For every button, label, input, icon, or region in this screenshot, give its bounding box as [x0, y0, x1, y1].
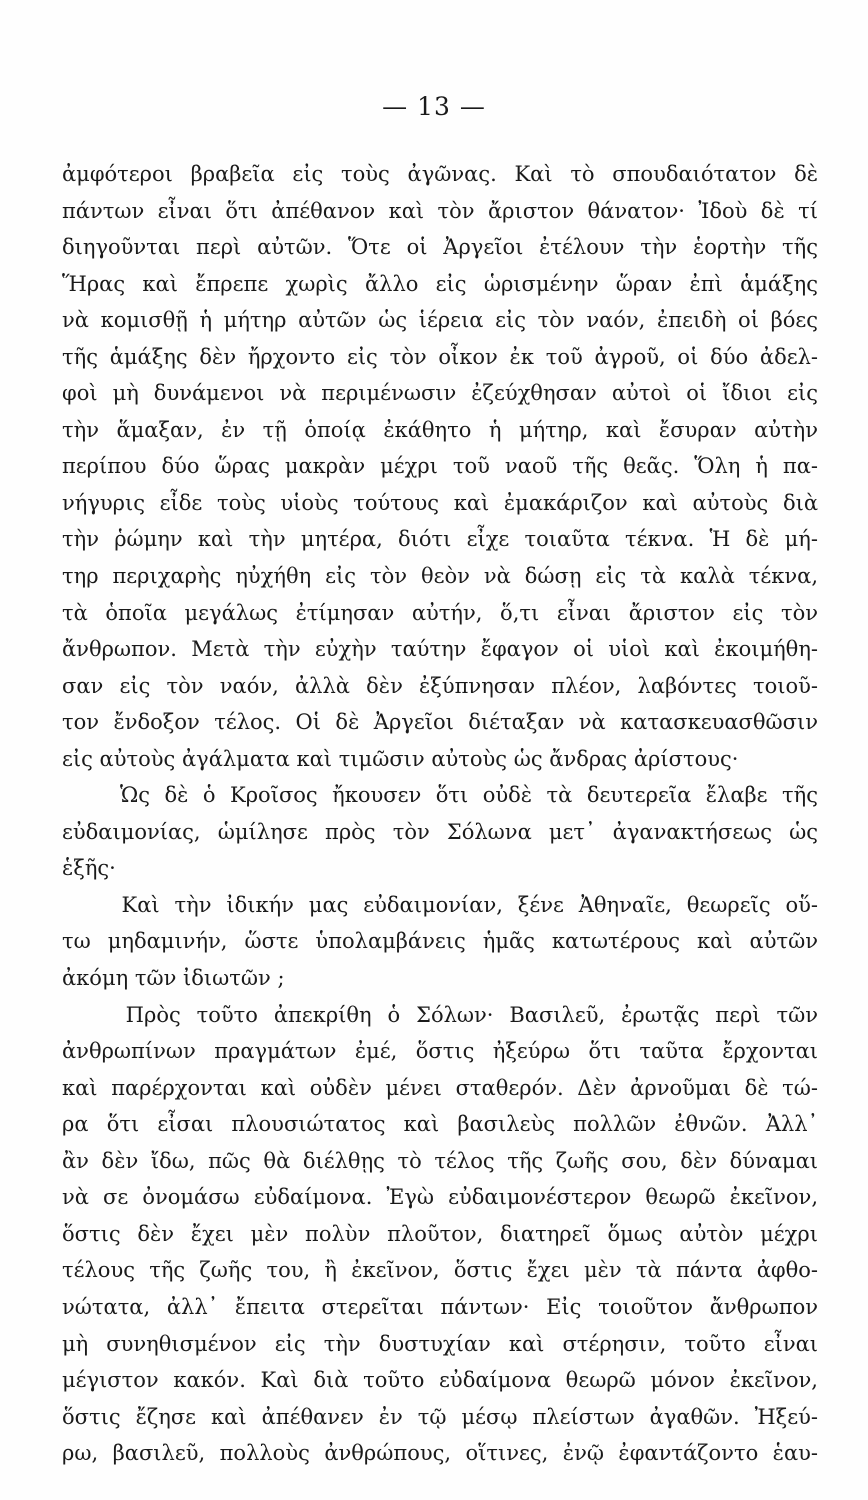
text-line: ὅστις δὲν ἔχει μὲν πολὺν πλοῦτον, διατηρεῖ ὅμως αὐτὸν μέχρι — [62, 1221, 818, 1246]
text-line: νὰ σε ὀνομάσω εὐδαίμονα. Ἐγὼ εὐδαιμονέστερον θεωρῶ ἐκεῖνον, — [62, 1185, 818, 1210]
text-line: Πρὸς τοῦτο ἀπεκρίθη ὁ Σόλων· Βασιλεῦ, ἐρωτᾷς περὶ τῶν — [62, 1002, 818, 1027]
text-line: ρω, βασιλεῦ, πολλοὺς ἀνθρώπους, οἵτινες, ἐνῷ ἐφαντάζοντο ἑαυ- — [62, 1441, 818, 1466]
text-line: νώτατα, ἀλλ᾽ ἔπειτα στερεῖται πάντων· Εἰς τοιοῦτον ἄνθρωπον — [62, 1294, 818, 1319]
text-line: τὴν ἅμαξαν, ἐν τῇ ὁποίᾳ ἐκάθητο ἡ μήτηρ, καὶ ἔσυραν αὐτὴν — [62, 417, 818, 442]
text-line: φοὶ μὴ δυνάμενοι νὰ περιμένωσιν ἐζεύχθησαν αὐτοὶ οἱ ἴδιοι εἰς — [62, 381, 818, 406]
text-line: νὰ κομισθῇ ἡ μήτηρ αὐτῶν ὡς ἱέρεια εἰς τὸν ναόν, ἐπειδὴ οἱ βόες — [62, 308, 818, 333]
text-line: τον ἔνδοξον τέλος. Οἱ δὲ Ἀργεῖοι διέταξαν νὰ κατασκευασθῶσιν — [62, 710, 818, 735]
text-line: νήγυρις εἶδε τοὺς υἱοὺς τούτους καὶ ἐμακάριζον καὶ αὐτοὺς διὰ — [62, 490, 818, 515]
text-line: διηγοῦνται περὶ αὐτῶν. Ὅτε οἱ Ἀργεῖοι ἐτέλουν τὴν ἑορτὴν τῆς — [62, 235, 818, 260]
text-line: ἀμφότεροι βραβεῖα εἰς τοὺς ἀγῶνας. Καὶ τὸ σπουδαιότατον δὲ — [62, 162, 818, 186]
text-line: ἑξῆς· — [62, 856, 116, 881]
text-line: τῆς ἁμάξης δὲν ἤρχοντο εἰς τὸν οἶκον ἐκ τοῦ ἀγροῦ, οἱ δύο ἀδελ- — [62, 344, 818, 369]
text-line: τω μηδαμινήν, ὥστε ὑπολαμβάνεις ἡμᾶς κατωτέρους καὶ αὐτῶν — [62, 929, 818, 954]
text-line: εἰς αὐτοὺς ἀγάλματα καὶ τιμῶσιν αὐτοὺς ὡς ἄνδρας ἀρίστους· — [62, 746, 739, 771]
text-line: τέλους τῆς ζωῆς του, ἢ ἐκεῖνον, ὅστις ἔχει μὲν τὰ πάντα ἀφθο- — [62, 1258, 818, 1283]
text-line: ἂν δὲν ἴδω, πῶς θὰ διέλθῃς τὸ τέλος τῆς ζωῆς σου, δὲν δύναμαι — [62, 1148, 818, 1173]
text-line: τὰ ὁποῖα μεγάλως ἐτίμησαν αὐτήν, ὅ,τι εἶναι ἄριστον εἰς τὸν — [62, 600, 818, 625]
page-number: — 13 — — [382, 92, 486, 121]
text-line: πάντων εἶναι ὅτι ἀπέθανον καὶ τὸν ἄριστον θάνατον· Ἰδοὺ δὲ τί — [62, 198, 818, 223]
text-line: μέγιστον κακόν. Καὶ διὰ τοῦτο εὐδαίμονα θεωρῶ μόνον ἐκεῖνον, — [62, 1368, 818, 1393]
text-line: τηρ περιχαρὴς ηὐχήθη εἰς τὸν θεὸν νὰ δώσῃ εἰς τὰ καλὰ τέκνα, — [62, 564, 818, 589]
text-line: ρα ὅτι εἶσαι πλουσιώτατος καὶ βασιλεὺς πολλῶν ἐθνῶν. Ἀλλ᾽ — [62, 1112, 818, 1137]
text-line: καὶ παρέρχονται καὶ οὐδὲν μένει σταθερόν. Δὲν ἀρνοῦμαι δὲ τώ- — [62, 1075, 818, 1100]
text-line: μὴ συνηθισμένον εἰς τὴν δυστυχίαν καὶ στέρησιν, τοῦτο εἶναι — [62, 1331, 818, 1356]
text-line: σαν εἰς τὸν ναόν, ἀλλὰ δὲν ἐξύπνησαν πλέον, λαβόντες τοιοῦ- — [62, 673, 818, 698]
text-line: τὴν ῥώμην καὶ τὴν μητέρα, διότι εἶχε τοιαῦτα τέκνα. Ἡ δὲ μή- — [62, 527, 818, 552]
text-line: Ἥρας καὶ ἔπρεπε χωρὶς ἄλλο εἰς ὡρισμένην ὥραν ἐπὶ ἁμάξης — [62, 271, 818, 296]
text-line: ἀνθρωπίνων πραγμάτων ἐμέ, ὅστις ἠξεύρω ὅτι ταῦτα ἔρχονται — [62, 1039, 818, 1064]
body-text — [62, 156, 818, 1472]
text-line: ὅστις ἔζησε καὶ ἀπέθανεν ἐν τῷ μέσῳ πλείστων ἀγαθῶν. Ἠξεύ- — [62, 1404, 818, 1429]
text-line: περίπου δύο ὥρας μακρὰν μέχρι τοῦ ναοῦ τῆς θεᾶς. Ὅλη ἡ πα- — [62, 454, 818, 479]
text-line: Ὡς δὲ ὁ Κροῖσος ἤκουσεν ὅτι οὐδὲ τὰ δευτερεῖα ἔλαβε τῆς — [62, 783, 818, 808]
text-line: ἄνθρωπον. Μετὰ τὴν εὐχὴν ταύτην ἔφαγον οἱ υἱοὶ καὶ ἐκοιμήθη- — [62, 637, 818, 662]
text-line: εὐδαιμονίας, ὡμίλησε πρὸς τὸν Σόλωνα μετ᾽ ἀγανακτήσεως ὡς — [62, 819, 818, 844]
text-line: ἀκόμη τῶν ἰδιωτῶν ; — [62, 966, 285, 991]
text-line: Καὶ τὴν ἰδικήν μας εὐδαιμονίαν, ξένε Ἀθηναῖε, θεωρεῖς οὕ- — [62, 892, 818, 917]
